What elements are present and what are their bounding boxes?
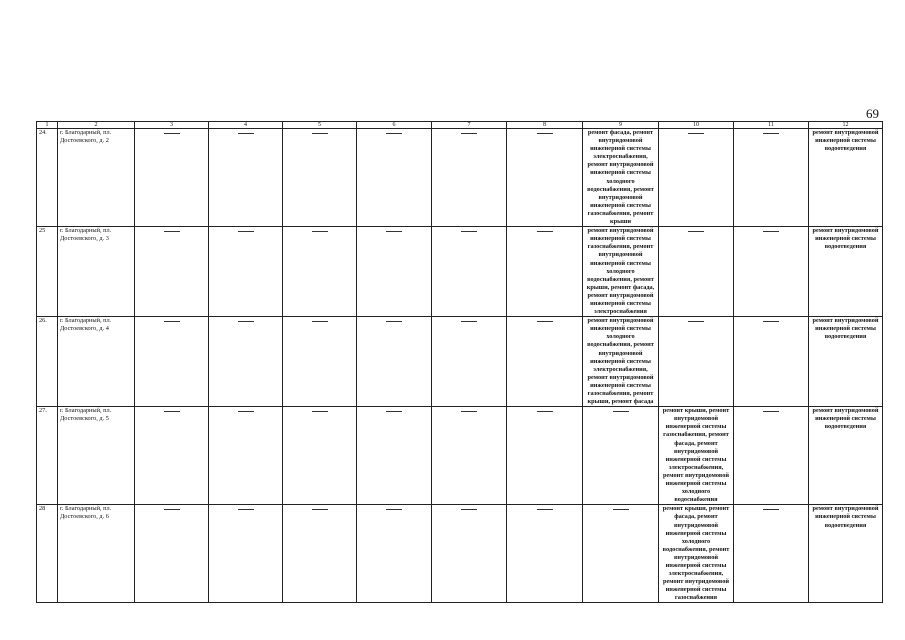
empty-cell <box>734 129 809 227</box>
dash-mark <box>238 411 254 412</box>
dash-mark <box>763 231 779 232</box>
column-header: 10 <box>659 122 734 129</box>
table-row <box>37 227 883 317</box>
empty-cell <box>357 227 432 317</box>
empty-cell <box>283 317 357 407</box>
dash-mark <box>164 411 180 412</box>
dash-mark <box>238 231 254 232</box>
dash-mark <box>537 231 553 232</box>
dash-mark <box>386 321 402 322</box>
empty-cell <box>734 227 809 317</box>
empty-cell <box>583 505 659 603</box>
dash-mark <box>386 509 402 510</box>
empty-cell <box>734 505 809 603</box>
work-cell: ремонт внутридомовой инженерной системы холодного водоснабжения, ремонт внутридомовой инженерной системы электроснабжения, ремонт внутридомовой инженерной системы газоснабжения, ремонт крыши, ремонт фасада <box>583 317 659 407</box>
address-cell: г. Благодарный, пл. Достоевского, д. 6 <box>58 505 135 603</box>
work-cell: ремонт крыши, ремонт фасада, ремонт внутридомовой инженерной системы холодного водоснабжения, ремонт внутридомовой инженерной системы электроснабжения, ремонт внутридомовой инженерной системы газоснабжения <box>659 505 734 603</box>
empty-cell <box>734 317 809 407</box>
dash-mark <box>312 133 328 134</box>
empty-cell <box>357 129 432 227</box>
dash-mark <box>613 411 629 412</box>
empty-cell <box>432 505 507 603</box>
dash-mark <box>763 411 779 412</box>
work-cell: ремонт внутридомовой инженерной системы водоотведения <box>809 129 883 227</box>
dash-mark <box>312 411 328 412</box>
empty-cell <box>659 317 734 407</box>
address-cell: г. Благодарный, пл. Достоевского, д. 4 <box>58 317 135 407</box>
empty-cell <box>135 505 209 603</box>
row-number: 25 <box>37 227 58 317</box>
dash-mark <box>312 509 328 510</box>
empty-cell <box>659 227 734 317</box>
dash-mark <box>688 231 704 232</box>
dash-mark <box>461 509 477 510</box>
empty-cell <box>432 129 507 227</box>
column-header: 2 <box>58 122 135 129</box>
address-cell: г. Благодарный, пл. Достоевского, д. 3 <box>58 227 135 317</box>
dash-mark <box>613 509 629 510</box>
empty-cell <box>209 129 283 227</box>
dash-mark <box>164 231 180 232</box>
empty-cell <box>209 505 283 603</box>
dash-mark <box>763 133 779 134</box>
dash-mark <box>238 133 254 134</box>
empty-cell <box>283 129 357 227</box>
table-row <box>37 317 883 407</box>
empty-cell <box>209 407 283 505</box>
page-number: 69 <box>866 106 879 121</box>
empty-cell <box>432 227 507 317</box>
work-cell: ремонт внутридомовой инженерной системы газоснабжения, ремонт внутридомовой инженерной системы холодного водоснабжения, ремонт крыши, ремонт фасада, ремонт внутридомовой инженерной системы электроснабжения <box>583 227 659 317</box>
dash-mark <box>386 133 402 134</box>
dash-mark <box>386 231 402 232</box>
dash-mark <box>164 321 180 322</box>
dash-mark <box>763 509 779 510</box>
empty-cell <box>507 505 583 603</box>
table-row <box>37 129 883 227</box>
column-header: 3 <box>135 122 209 129</box>
column-header: 4 <box>209 122 283 129</box>
dash-mark <box>688 133 704 134</box>
row-number: 27. <box>37 407 58 505</box>
dash-mark <box>312 231 328 232</box>
empty-cell <box>734 407 809 505</box>
dash-mark <box>537 509 553 510</box>
work-cell: ремонт крыши, ремонт внутридомовой инженерной системы газоснабжения, ремонт фасада, ремонт внутридомовой инженерной системы электроснабжения, ремонт внутридомовой инженерной системы холодного водоснабжения <box>659 407 734 505</box>
dash-mark <box>164 509 180 510</box>
work-cell: ремонт внутридомовой инженерной системы водоотведения <box>809 317 883 407</box>
address-cell: г. Благодарный, пл. Достоевского, д. 5 <box>58 407 135 505</box>
empty-cell <box>209 227 283 317</box>
dash-mark <box>537 411 553 412</box>
dash-mark <box>763 321 779 322</box>
empty-cell <box>357 407 432 505</box>
dash-mark <box>238 509 254 510</box>
column-header: 12 <box>809 122 883 129</box>
work-cell: ремонт внутридомовой инженерной системы водоотведения <box>809 407 883 505</box>
table-row <box>37 505 883 603</box>
address-cell: г. Благодарный, пл. Достоевского, д. 2 <box>58 129 135 227</box>
dash-mark <box>461 231 477 232</box>
column-header: 7 <box>432 122 507 129</box>
empty-cell <box>283 505 357 603</box>
empty-cell <box>507 317 583 407</box>
dash-mark <box>461 411 477 412</box>
empty-cell <box>507 227 583 317</box>
dash-mark <box>238 321 254 322</box>
dash-mark <box>461 321 477 322</box>
dash-mark <box>537 133 553 134</box>
dash-mark <box>688 321 704 322</box>
dash-mark <box>164 133 180 134</box>
column-header: 1 <box>37 122 58 129</box>
table-row <box>37 407 883 505</box>
dash-mark <box>461 133 477 134</box>
row-number: 26. <box>37 317 58 407</box>
work-cell: ремонт фасада, ремонт внутридомовой инженерной системы электроснабжения, ремонт внутридомовой инженерной системы холодного водоснабжения, ремонт внутридомовой инженерной системы газоснабжения, ремонт крыши <box>583 129 659 227</box>
empty-cell <box>283 227 357 317</box>
work-cell: ремонт внутридомовой инженерной системы водоотведения <box>809 227 883 317</box>
row-number: 28 <box>37 505 58 603</box>
column-header: 5 <box>283 122 357 129</box>
empty-cell <box>583 407 659 505</box>
empty-cell <box>432 317 507 407</box>
table-body <box>37 129 883 603</box>
dash-mark <box>312 321 328 322</box>
column-header: 8 <box>507 122 583 129</box>
work-cell: ремонт внутридомовой инженерной системы водоотведения <box>809 505 883 603</box>
empty-cell <box>507 407 583 505</box>
empty-cell <box>135 317 209 407</box>
dash-mark <box>386 411 402 412</box>
empty-cell <box>135 227 209 317</box>
empty-cell <box>357 505 432 603</box>
empty-cell <box>357 317 432 407</box>
row-number: 24. <box>37 129 58 227</box>
column-header: 6 <box>357 122 432 129</box>
empty-cell <box>659 129 734 227</box>
empty-cell <box>432 407 507 505</box>
empty-cell <box>283 407 357 505</box>
empty-cell <box>135 129 209 227</box>
column-header: 9 <box>583 122 659 129</box>
repair-schedule-table <box>36 121 883 603</box>
empty-cell <box>135 407 209 505</box>
empty-cell <box>209 317 283 407</box>
column-number-row <box>37 122 883 129</box>
column-header: 11 <box>734 122 809 129</box>
empty-cell <box>507 129 583 227</box>
dash-mark <box>537 321 553 322</box>
